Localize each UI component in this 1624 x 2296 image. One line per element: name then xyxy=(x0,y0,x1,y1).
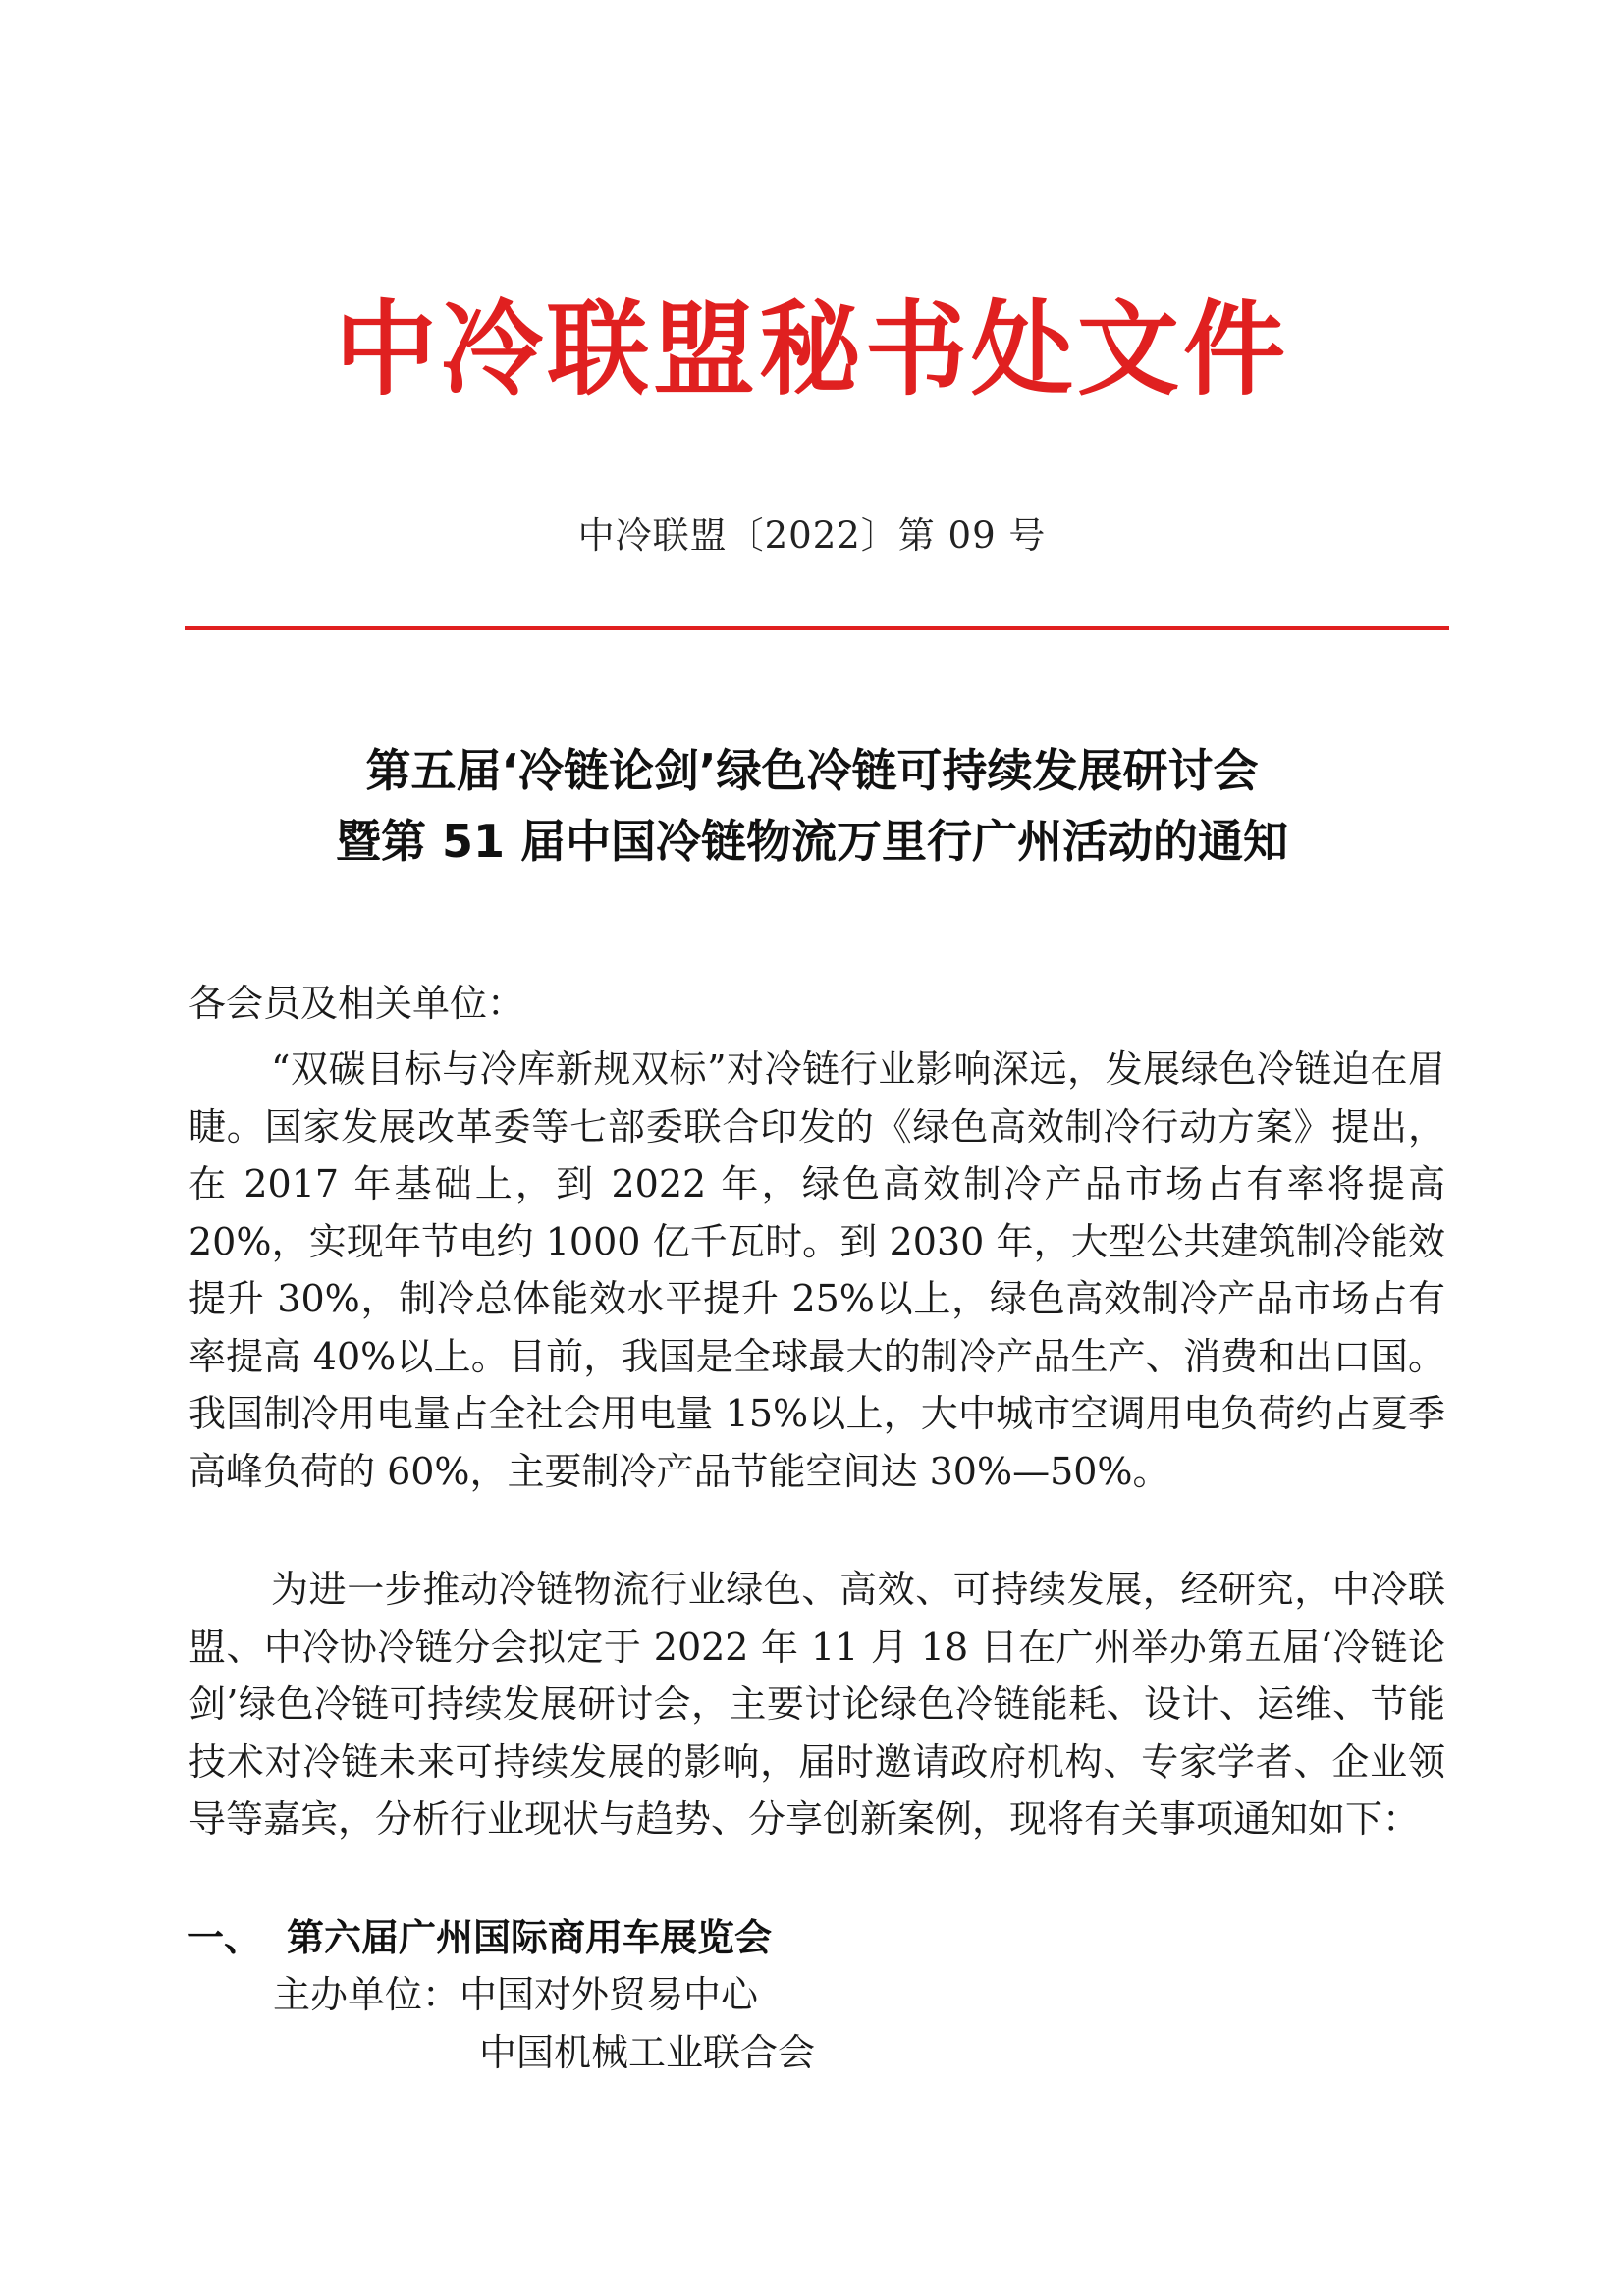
notice-title-line-1: 第五届‘冷链论剑’绿色冷链可持续发展研讨会 xyxy=(365,744,1259,797)
body-paragraph-1: “双碳目标与冷库新规双标”对冷链行业影响深远，发展绿色冷链迫在眉睫。国家发展改革委等七部委联合印发的《绿色高效制冷行动方案》提出，在 2017 年基础上，到 2022 年，绿色高效制冷产品市场占有率将提高 20%，实现年节电约 1000 亿千瓦时。到 2030 年，大型公共建筑制冷能效提升 30%，制冷总体能效水平提升 25%以上，绿色高效制冷产品市场占有率提高 40%以上。目前，我国是全球最大的制冷产品生产、消费和出口国。我国制冷用电量占全社会用电量 15%以上，大中城市空调用电负荷约占夏季高峰负荷的 60%，主要制冷产品节能空间达 30%—50%。 xyxy=(189,1047,1445,1493)
red-divider xyxy=(185,626,1449,630)
section-heading-1 xyxy=(187,1909,1443,1966)
salutation: 各会员及相关单位： xyxy=(189,982,525,1025)
body-paragraph-2: 为进一步推动冷链物流行业绿色、高效、可持续发展，经研究，中冷联盟、中冷协冷链分会拟定于 2022 年 11 月 18 日在广州举办第五届‘冷链论剑’绿色冷链可持续发展研讨会，主要讨论绿色冷链能耗、设计、运维、节能技术对冷链未来可持续发展的影响，届时邀请政府机构、专家学者、企业领导等嘉宾，分析行业现状与趋势、分享创新案例，现将有关事项通知如下： xyxy=(189,1568,1445,1841)
organizer-line-2: 中国机械工业联合会 xyxy=(479,2031,816,2074)
document-number: 中冷联盟〔2022〕第 09 号 xyxy=(577,514,1047,557)
org-file-header: 中冷联盟秘书处文件 xyxy=(334,290,1289,409)
section-heading-text: 第六届广州国际商用车展览会 xyxy=(287,1916,773,1959)
section-number: 一、 xyxy=(187,1916,262,1959)
organizer-line-1: 主办单位：中国对外贸易中心 xyxy=(273,1973,759,2016)
notice-title-line-2: 暨第 51 届中国冷链物流万里行广州活动的通知 xyxy=(335,815,1289,868)
